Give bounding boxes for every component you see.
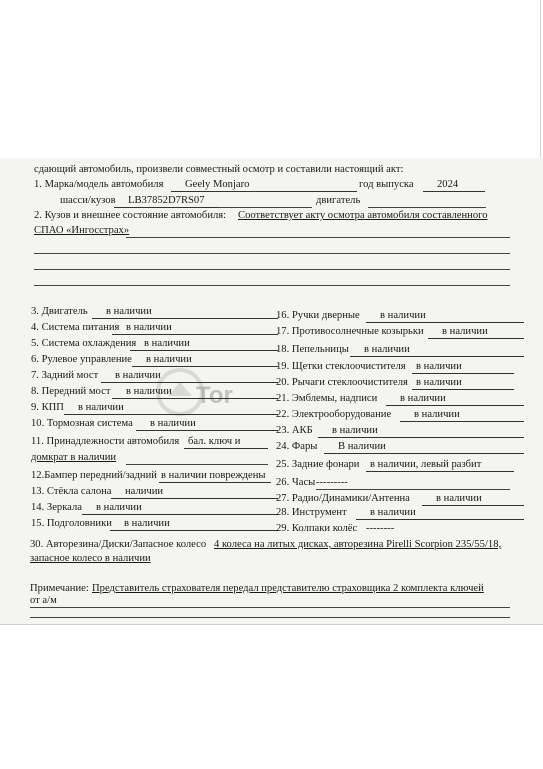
left-item-label: 5. Система охлаждения <box>31 338 137 349</box>
right-item-value: в наличии <box>412 377 514 390</box>
item1-engine-label: двигатель <box>316 195 361 206</box>
item2-rule-2 <box>34 253 510 254</box>
left-item-label: 15. Подголовники <box>31 518 112 529</box>
left-item-value: в наличии <box>132 354 278 367</box>
accessories-rule <box>126 464 268 465</box>
right-item-label: 26. Часы <box>276 477 316 488</box>
watermark-text: Tor <box>196 382 233 409</box>
note-value-line2: от а/м <box>30 595 57 606</box>
blank-area-bottom <box>0 624 543 769</box>
left-item-label: домкрат в наличии <box>31 452 117 463</box>
left-item-label: 13. Стёкла салона <box>31 486 112 497</box>
item1-year-label: год выпуска <box>359 179 414 190</box>
left-item-label: 4. Система питания <box>31 322 120 333</box>
left-item-value: в наличии <box>82 502 278 515</box>
item1-label: 1. Марка/модель автомобиля <box>34 179 164 190</box>
left-item-value: в наличии <box>112 386 278 399</box>
item2-rule-4 <box>34 285 510 286</box>
right-item-value: в наличии, левый разбит <box>366 459 514 472</box>
left-item-label: 9. КПП <box>31 402 64 413</box>
right-item-value: в наличии <box>428 326 524 339</box>
right-item-label: 18. Пепельницы <box>276 344 349 355</box>
item2-rule-1 <box>126 237 510 238</box>
left-item-label: 14. Зеркала <box>31 502 82 513</box>
left-item-value: в наличии <box>92 306 278 319</box>
right-item-label: 17. Противосолнечные козырьки <box>276 326 424 337</box>
engine-rule <box>368 207 486 208</box>
left-item-value: бал. ключ и <box>184 436 268 449</box>
left-item-value: наличии <box>111 486 278 499</box>
item1-model-value: Geely Monjaro <box>171 179 357 192</box>
right-item-value: в наличии <box>422 493 524 506</box>
right-item-value: -------- <box>366 523 395 534</box>
item1-year-value: 2024 <box>423 179 485 192</box>
left-item-value: в наличии <box>130 338 278 351</box>
chassis-rule <box>218 207 312 208</box>
item2-value-line1: Соответствует акту осмотра автомобиля составленного <box>238 210 488 221</box>
item30-value-line1: 4 колеса на литых дисках, авторезина Pirelli Scorpion 235/55/18, <box>214 539 502 550</box>
left-item-label: 11. Принадлежности автомобиля <box>31 436 180 447</box>
left-item-label: 12.Бампер передний/задний <box>31 470 157 481</box>
right-item-value: --------- <box>316 477 348 488</box>
note-rule-2 <box>30 617 510 618</box>
item2-label: 2. Кузов и внешнее состояние автомобиля: <box>34 210 227 221</box>
intro-text: сдающий автомобиль, произвели совместный осмотр и составили настоящий акт: <box>34 164 404 175</box>
right-item-value: в наличии <box>350 344 524 357</box>
note-rule-1 <box>30 607 510 608</box>
note-value-line1: Представитель страхователя передал представителю страховщика 2 комплекта ключей <box>92 583 484 594</box>
right-item-label: 19. Щетки стеклоочистителя <box>276 361 406 372</box>
right-item-label: 27. Радио/Динамики/Антенна <box>276 493 410 504</box>
item1-chassis-value: LB37852D7RS07 <box>114 195 232 208</box>
left-item-value: в наличии <box>110 518 278 531</box>
right-item-value: В наличии <box>324 441 524 454</box>
left-item-label: 8. Передний мост <box>31 386 111 397</box>
item30-label: 30. Авторезина/Диски/Запасное колесо <box>30 539 207 550</box>
left-item-value: в наличии <box>136 418 278 431</box>
item1-chassis-label: шасси/кузов <box>60 195 116 206</box>
left-item-label: 10. Тормозная система <box>31 418 133 429</box>
right-item-value: в наличии <box>366 310 524 323</box>
right-item-value: в наличии <box>412 361 514 374</box>
clock-rule <box>316 489 510 490</box>
right-item-label: 25. Задние фонари <box>276 459 360 470</box>
right-item-label: 29. Колпаки колёс <box>276 523 358 534</box>
right-item-label: 28. Инструмент <box>276 507 347 518</box>
right-item-label: 23. АКБ <box>276 425 313 436</box>
right-item-label: 16. Ручки дверные <box>276 310 360 321</box>
item2-value-line2: СПАО «Ингосстрах» <box>34 225 130 236</box>
item2-rule-3 <box>34 269 510 270</box>
right-item-label: 21. Эмблемы, надписи <box>276 393 378 404</box>
left-item-label: 7. Задний мост <box>31 370 99 381</box>
left-item-value: в наличии <box>64 402 278 415</box>
left-item-value: в наличии <box>101 370 278 383</box>
right-item-label: 24. Фары <box>276 441 318 452</box>
right-item-label: 20. Рычаги стеклоочистителя <box>276 377 408 388</box>
left-item-label: 6. Рулевое управление <box>31 354 132 365</box>
right-item-value: в наличии <box>318 425 524 438</box>
item30-value-line2: запасное колесо в наличии <box>30 553 151 564</box>
left-item-label: 3. Двигатель <box>31 306 88 317</box>
right-item-value: в наличии <box>356 507 524 520</box>
left-item-value: в наличии <box>112 322 278 335</box>
left-item-value: в наличии повреждены <box>159 470 271 483</box>
note-label: Примечание: <box>30 583 89 594</box>
right-item-value: в наличии <box>400 409 524 422</box>
right-item-value: в наличии <box>386 393 524 406</box>
right-item-label: 22. Электрооборудование <box>276 409 392 420</box>
blank-area-top <box>0 0 541 159</box>
